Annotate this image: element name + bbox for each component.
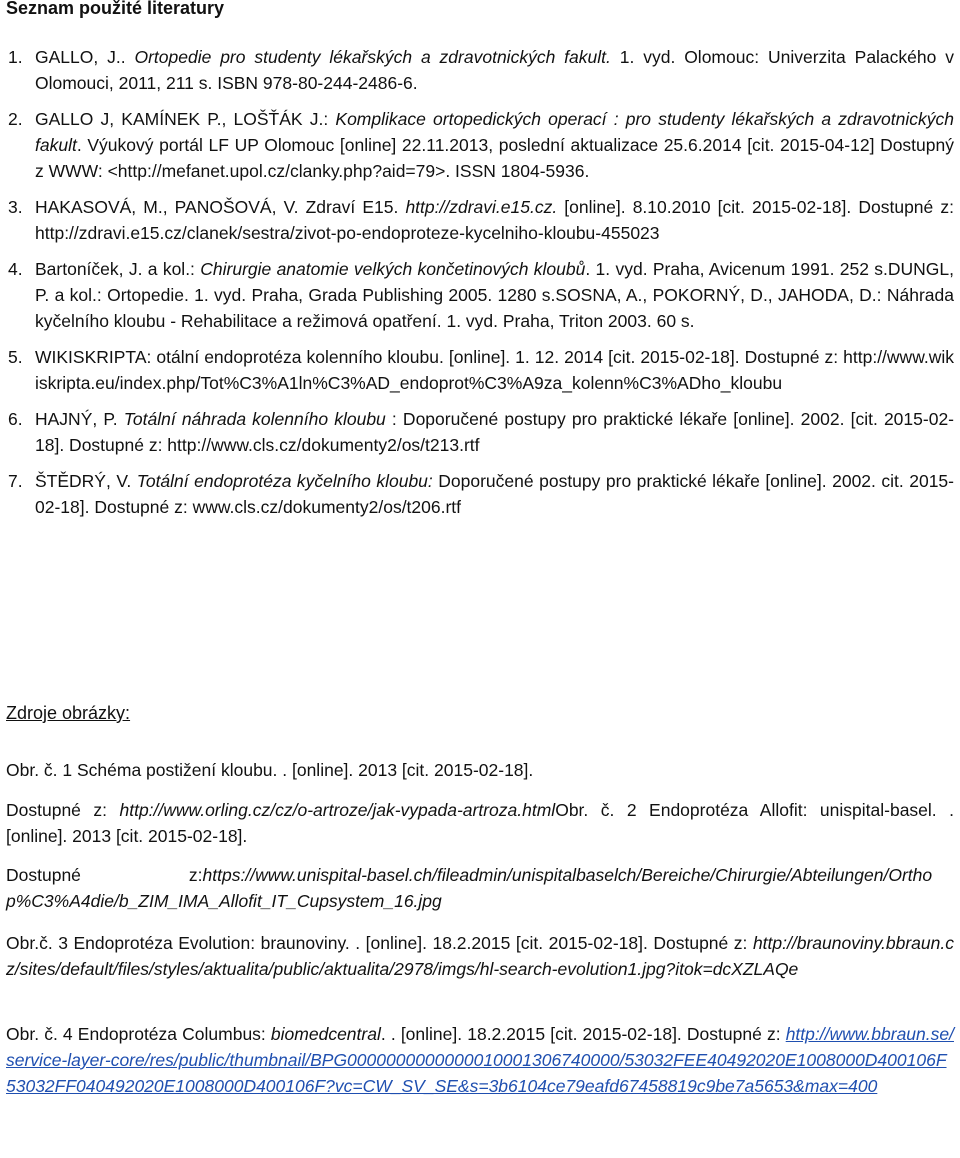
source-text: Dostupné z: <box>6 800 120 820</box>
sources-heading: Zdroje obrázky: <box>6 703 131 723</box>
source-text: Dostupné <box>6 865 81 885</box>
reference-authors: HAJNÝ, P. <box>35 409 124 429</box>
reference-title: Totální náhrada kolenního kloubu <box>123 409 386 429</box>
source-text: . . [online]. 18.2.2015 [cit. 2015-02-18]. Dostupné z: <box>380 1024 786 1044</box>
image-source-1 <box>6 757 954 783</box>
reference-details: [online]. 8.10.2010 [cit. 2015-02-18]. Dostupné z: http://zdravi.e15.cz/clanek/sestra/zivot-po-endoproteze-kycelniho-kloubu-455023 <box>35 197 954 243</box>
source-link[interactable]: http://www.bbraun.se/service-layer-core/res/public/thumbnail/BPG0000000000000010001306740000/53032FEE40492020E1008000D400106F53032FF040492020E1008000D400106F?vc=CW_SV_SE&s=3b6104ce79eafd67458819c9be7a5653&max=400 <box>6 1024 954 1096</box>
page-title: Seznam použité literatury <box>6 0 225 18</box>
reference-title: Komplikace ortopedických operací : pro studenty lékařských a zdravotnických fakult <box>35 109 954 155</box>
image-source-3 <box>6 862 954 914</box>
reference-text <box>35 44 954 96</box>
source-text: Obr. č. 4 Endoprotéza Columbus: <box>6 1024 271 1044</box>
reference-authors: WIKISKRIPTA: otální endoprotéza kolenního kloubu. [online]. 1. 12. 2014 [cit. 2015-02-18]. Dostupné z: http://www.wikiskripta.eu/index.php/Tot%C3%A1ln%C3%AD_endoprot%C3%A9za_kolenn%C3%ADho_kloubu <box>35 347 954 393</box>
reference-title: http://zdravi.e15.cz. <box>405 197 558 217</box>
reference-number: 3. <box>8 197 23 217</box>
reference-title: Ortopedie pro studenty lékařských a zdravotnických fakult. <box>134 47 611 67</box>
source-text: Obr.č. 3 Endoprotéza Evolution: braunoviny. . [online]. 18.2.2015 [cit. 2015-02-18]. Dostupné z: <box>6 933 753 953</box>
reference-authors: GALLO, J.. <box>35 47 135 67</box>
reference-title: Totální endoprotéza kyčelního kloubu: <box>136 471 433 491</box>
image-source-2 <box>6 797 954 849</box>
reference-text <box>35 256 954 334</box>
reference-number: 7. <box>8 471 23 491</box>
source-text: Obr. č. 1 Schéma postižení kloubu. . [online]. 2013 [cit. 2015-02-18]. <box>6 760 534 780</box>
reference-item <box>8 194 954 246</box>
reference-text <box>35 468 954 520</box>
image-source-5 <box>6 1021 954 1099</box>
reference-authors: Bartoníček, J. a kol.: <box>35 259 201 279</box>
image-source-4 <box>6 930 954 982</box>
reference-text <box>35 344 954 396</box>
reference-title: Chirurgie anatomie velkých končetinových kloubů <box>200 259 586 279</box>
reference-item <box>8 256 954 334</box>
reference-text <box>35 194 954 246</box>
reference-item <box>8 344 954 396</box>
reference-item <box>8 406 954 458</box>
reference-list <box>8 44 954 530</box>
source-site: biomedcentral <box>270 1024 381 1044</box>
reference-text <box>35 406 954 458</box>
reference-number: 5. <box>8 347 23 367</box>
reference-details: Doporučené postupy pro praktické lékaře [online]. 2002. cit. 2015-02-18]. Dostupné z: www.cls.cz/dokumenty2/os/t206.rtf <box>35 471 954 517</box>
reference-authors: GALLO J, KAMÍNEK P., LOŠŤÁK J.: <box>35 109 336 129</box>
reference-number: 2. <box>8 109 23 129</box>
reference-number: 6. <box>8 409 23 429</box>
source-text: z: <box>188 865 203 885</box>
reference-details: : Doporučené postupy pro praktické lékaře [online]. 2002. [cit. 2015-02-18]. Dostupné z: http://www.cls.cz/dokumenty2/os/t213.rtf <box>35 409 954 455</box>
reference-item <box>8 44 954 96</box>
source-url: http://braunoviny.bbraun.cz/sites/default/files/styles/aktualita/public/aktualita/2978/imgs/hl-search-evolution1.jpg?itok=dcXZLAQe <box>6 933 954 979</box>
reference-item <box>8 106 954 184</box>
reference-authors: HAKASOVÁ, M., PANOŠOVÁ, V. Zdraví E15. <box>35 197 406 217</box>
source-text: Obr. č. 2 Endoprotéza Allofit: unispital-basel. . [online]. 2013 [cit. 2015-02-18]. <box>6 800 954 846</box>
reference-number: 1. <box>8 47 23 67</box>
reference-item <box>8 468 954 520</box>
reference-authors: ŠTĚDRÝ, V. <box>35 471 137 491</box>
reference-details: 1. vyd. Olomouc: Univerzita Palackého v Olomouci, 2011, 211 s. ISBN 978-80-244-2486-6. <box>35 47 954 93</box>
reference-text <box>35 106 954 184</box>
reference-details: . Výukový portál LF UP Olomouc [online] 22.11.2013, poslední aktualizace 25.6.2014 [cit. 2015-04-12] Dostupný z WWW: <http://mefanet.upol.cz/clanky.php?aid=79>. ISSN 1804-5936. <box>35 135 954 181</box>
reference-number: 4. <box>8 259 23 279</box>
source-url: https://www.unispital-basel.ch/fileadmin/unispitalbaselch/Bereiche/Chirurgie/Abteilungen/Orthop%C3%A4die/b_ZIM_IMA_Allofit_IT_Cupsystem_16.jpg <box>6 865 933 911</box>
reference-details: . 1. vyd. Praha, Avicenum 1991. 252 s.DUNGL, P. a kol.: Ortopedie. 1. vyd. Praha, Grada Publishing 2005. 1280 s.SOSNA, A., POKORNÝ, D., JAHODA, D.: Náhrada kyčelního kloubu - Rehabilitace a režimová opatření. 1. vyd. Praha, Triton 2003. 60 s. <box>35 259 954 331</box>
source-url: http://www.orling.cz/cz/o-artroze/jak-vypada-artroza.html <box>119 800 556 820</box>
